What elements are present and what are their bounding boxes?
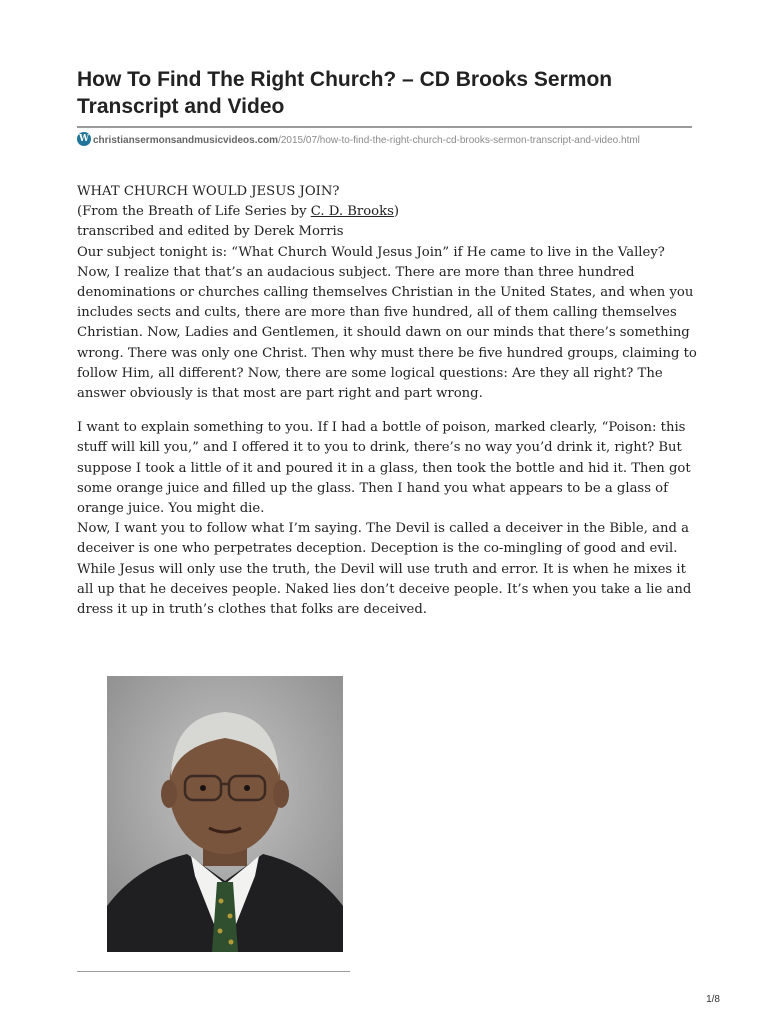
wordpress-icon — [77, 132, 91, 146]
page-title: How To Find The Right Church? – CD Brooks Sermon Transcript and Video — [77, 68, 613, 118]
paragraph: Now, I want you to follow what I’m saying. The Devil is called a deceiver in the Bible, and a deceiver is one who perpetrates deception. Deception is the co-mingling of good and evil. While Jesus will only use the truth, the Devil will use truth and error. It is when he mixes it all up that he deceives people. Naked lies don’t deceive people. It’s when you take a lie and dress it up in truth’s clothes that folks are deceived. — [77, 521, 692, 618]
title-divider — [77, 126, 692, 128]
series-line: (From the Breath of Life Series by C. D. Brooks) — [77, 204, 400, 220]
author-link[interactable]: C. D. Brooks — [310, 204, 394, 220]
portrait-photo — [107, 676, 343, 952]
page-number: 1/8 — [706, 994, 720, 1005]
article-body — [77, 182, 697, 620]
source-path[interactable]: /2015/07/how-to-find-the-right-church-cd-brooks-sermon-transcript-and-video.html — [278, 135, 640, 146]
footer-divider — [77, 971, 350, 972]
article-heading: WHAT CHURCH WOULD JESUS JOIN? — [77, 184, 340, 199]
editor-line: transcribed and edited by Derek Morris — [77, 224, 344, 240]
source-url[interactable] — [77, 132, 687, 147]
paragraph: I want to explain something to you. If I had a bottle of poison, marked clearly, “Poison: this stuff will kill you,” and I offered it to you to drink, there’s no way you’d drink it, right? But suppose I took a little of it and poured it in a glass, then took the bottle and hid it. Then got some orange juice and filled up the glass. Then I hand you what appears to be a glass of orange juice. You might die. — [77, 420, 691, 517]
source-domain[interactable]: christiansermonsandmusicvideos.com — [93, 135, 279, 146]
paragraph: Our subject tonight is: “What Church Would Jesus Join” if He came to live in the Valley? Now, I realize that that’s an audacious subject. There are more than three hundred denominations or churches calling themselves Christian in the United States, and when you includes sects and cults, there are more than five hundred, all of them calling themselves Christian. Now, Ladies and Gentlemen, it should dawn on our minds that there’s something wrong. There was only one Christ. Then why must there be five hundred groups, claiming to follow Him, all different? Now, there are some logical questions: Are they all right? The answer obviously is that most are part right and part wrong. — [77, 244, 697, 402]
